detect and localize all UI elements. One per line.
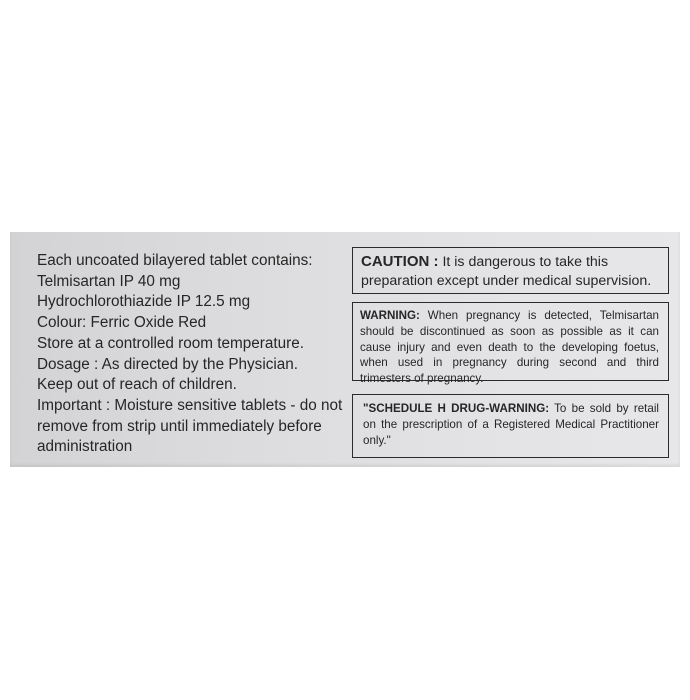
composition-line: Dosage : As directed by the Physician. <box>37 355 299 373</box>
composition-line: Store at a controlled room temperature. <box>37 334 304 352</box>
composition-block <box>37 251 347 458</box>
warning-box <box>352 302 669 386</box>
medicine-carton-panel <box>10 232 680 467</box>
schedule-text: To be sold by retail on the prescription of a Registered Medical Practitioner only." <box>363 402 659 447</box>
composition-line: Important : Moisture sensitive tablets - do not remove from strip until immediately before administration <box>37 396 343 456</box>
composition-line: Keep out of reach of children. <box>37 376 237 394</box>
composition-line: Hydrochlorothiazide IP 12.5 mg <box>37 293 251 311</box>
composition-line: Each uncoated bilayered tablet contains: <box>37 252 313 269</box>
warning-heading: WARNING: <box>360 309 420 322</box>
caution-box <box>352 247 669 294</box>
composition-line: Colour: Ferric Oxide Red <box>37 314 207 332</box>
caution-text: It is dangerous to take this preparation except under medical supervision. <box>361 254 652 289</box>
schedule-heading: "SCHEDULE H DRUG-WARNING: <box>363 402 550 415</box>
schedule-h-warning-box <box>352 394 669 458</box>
warning-text: When pregnancy is detected, Telmisartan should be discontinued as soon as possible as it can cause injury and even death to the developing foetus, when used in pregnancy during second and third trimesters of pregnancy. <box>360 309 659 386</box>
composition-line: Telmisartan IP 40 mg <box>37 272 181 290</box>
caution-heading: CAUTION : <box>361 253 439 270</box>
